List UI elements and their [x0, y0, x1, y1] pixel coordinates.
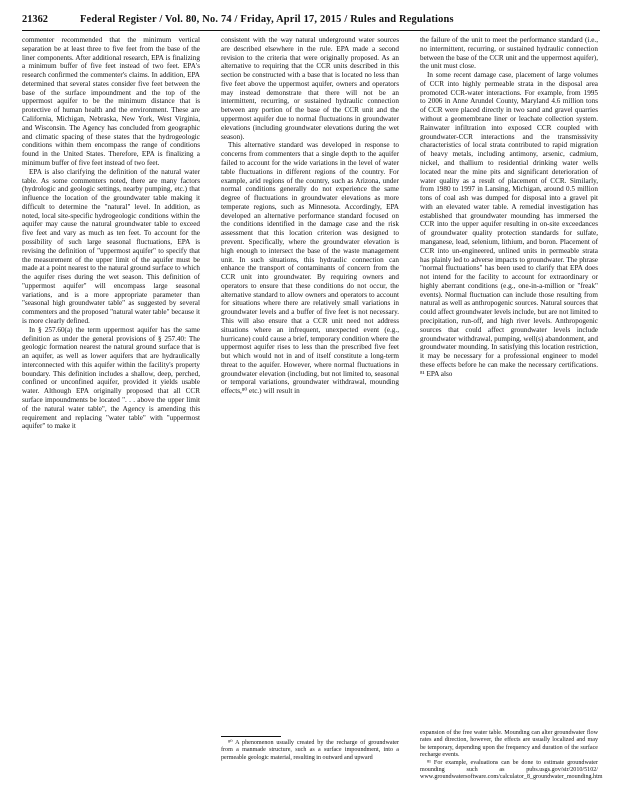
- footnote-80: [221, 740, 399, 762]
- column-2-paragraph-2: This alternative standard was developed in response to concerns from commenters that a single depth to the aquifer failed to account for the wide variations in the level of water table fluctuations in different regions of the country. For example, arid regions of the country, such as Arizona, under normal conditions generally do not experience the same degree of fluctuations in groundwater elevations as more temperate regions, such as Minnesota. Accordingly, EPA developed an alternative performance standard focused on the conditions identified in the damage case and the risk assessment that this location criterion was designed to prevent. Specifically, where the groundwater elevation is high enough to intersect the base of the waste management unit. In such situations, this hydraulic connection can enhance the transport of contaminants of concern from the CCR unit into groundwater. By requiring owners and operators to ensure that these conditions do not occur, the alternative standard to allow owners and operators to account for situations where there are relatively small variations in groundwater levels and a buffer of five feet is not necessary. This will also ensure that a CCR unit need not address situations where an infrequent, unexpected event (e.g., hurricane) could cause a brief, temporary condition where the uppermost aquifer rises to less than the prescribed five feet but which would not in and of itself constitute a long-term threat to the aquifer. However, where normal fluctuations in groundwater elevation (including, but not limited to, seasonal or temporal variations, groundwater withdrawal, mounding effects,⁸⁰ etc.) will result in: [221, 141, 399, 396]
- footnote-column-3: [420, 730, 603, 782]
- footnote-rule-col2: [221, 736, 281, 737]
- column-3: [420, 36, 598, 378]
- header-rule: [22, 30, 600, 31]
- footnote-81-text: ⁸¹ For example, evaluations can be done to estimate groundwater mounding such as pubs.usgs.gov/sir/2010/5102/ www.groundwatersoftware.com/calculator_8_groundwater_mounding.htm: [420, 759, 603, 781]
- column-3-paragraph-1: the failure of the unit to meet the performance standard (i.e., no intermittent, recurring, or sustained hydraulic connection between the base of the CCR unit and the uppermost aquifer), the unit must close.: [420, 36, 598, 71]
- page-header: [22, 14, 600, 28]
- column-1: [22, 36, 200, 431]
- column-2-paragraph-1: consistent with the way natural underground water sources are described elsewhere in the rule. EPA made a second revision to the criteria that were originally proposed. As an alternative to requiring that the CCR units described in this section be constructed with a base that is located no less than five feet above the uppermost aquifer, owners and operators may instead demonstrate that there will not be an intermittent, recurring, or sustained hydraulic connection between any portion of the base of the CCR unit and the uppermost aquifer due to normal fluctuations in groundwater elevations (including groundwater elevations during the wet season).: [221, 36, 399, 141]
- page-number: 21362: [22, 14, 48, 25]
- footnote-80-text: ⁸⁰ A phenomenon usually created by the recharge of groundwater from a manmade structure, such as a surface impoundment, into a permeable geologic material, resulting in outward and upward: [221, 740, 399, 761]
- column-1-paragraph-1: commenter recommended that the minimum vertical separation be at least three to five feet from the base of the liner components. After additional research, EPA is finalizing a minimum buffer of five feet instead of two feet. EPA's research confirmed the commenter's claims. In addition, EPA determined that several states consider five feet between the base of the surface impoundment and the top of the uppermost aquifer to be the minimum distance that is protective of human health and the environment. These are California, Michigan, Nebraska, New York, West Virginia, and Wisconsin. The Agency has concluded from geographic and climatic spacing of these states that the hydrogeologic conditions within them encompass the range of conditions found in the United States. Therefore, EPA is finalizing a minimum buffer of five feet instead of two feet.: [22, 36, 200, 167]
- column-1-paragraph-3: In § 257.60(a) the term uppermost aquifer has the same definition as under the general provisions of § 257.40: The geologic formation nearest the natural ground surface that is an aquifer, as well as lower aquifers that are hydraulically interconnected with this aquifer within the facility's property boundary. This definition includes a shallow, deep, perched, confined or unconfined aquifer, provided it yields usable water. Although EPA originally proposed that all CCR surface impoundments be located ". . . above the upper limit of the natural water table", the Agency is amending this requirement and replacing "water table" with "uppermost aquifer" to make it: [22, 325, 200, 431]
- column-1-paragraph-2: EPA is also clarifying the definition of the natural water table. As some commenters noted, there are many factors (hydrologic and geologic settings, nearby pumping, etc.) that influence the location of the groundwater table making it difficult to determine the "natural" level. In addition, as noted, local site-specific hydrogeologic conditions within the aquifer may cause the natural groundwater table to exceed five feet and vary as much as ten feet. To account for the possibility of such large seasonal fluctuations, EPA is revising the definition of "uppermost aquifer" to specify that the measurement of the upper limit of the aquifer must be made at a point nearest to the natural ground surface to which the aquifer rises during the wet season. This definition of "uppermost aquifer" will encompass large seasonal variations, and is a more appropriate parameter than "seasonal high groundwater table" as suggested by several commenters and the proposed "natural water table" because it is more clearly defined.: [22, 167, 200, 325]
- footnote-80-continued: expansion of the free water table. Mounding can alter groundwater flow rates and direction, however, the effects are usually localized and may be temporary, depending upon the frequency and duration of the surface recharge events.: [420, 730, 598, 759]
- column-3-paragraph-2: In some recent damage case, placement of large volumes of CCR into highly permeable strata in the disposal area promoted CCR-water interactions. For example, from 1995 to 2006 in Anne Arundel County, Maryland 4.6 million tons of CCR were placed directly in two sand and gravel quarries without a geomembrane liner or leachate collection system. Rainwater infiltration into exposed CCR coupled with groundwater-CCR interactions and the transmissivity characteristics of local strata contributed to rapid migration of heavy metals, including antimony, arsenic, cadmium, nickel, and thallium to residential drinking water wells located near the mine pits and significant deterioration of water quality as a result of placement of CCR. Similarly, from 1980 to 1997 in Lansing, Michigan, around 0.5 million tons of coal ash was dumped for disposal into a gravel pit with an elevated water table. A remedial investigation has established that groundwater mounding has immersed the CCR into the upper aquifer resulting in on-site exceedances of groundwater quality protection standards for sulfate, manganese, lead, selenium, lithium, and boron. Placement of CCR into un-engineered, unlined units in permeable strata has plainly led to adverse impacts to groundwater. The phrase "normal fluctuations" has been used to clarify that EPA does not intend for the facility to account for extraordinary or highly aberrant conditions (e.g., one-in-a-million or "freak" events). Normal fluctuation can include those resulting from natural as well as anthropogenic sources. Natural sources that could affect groundwater levels include, but are not limited to precipitation, run-off, and high river levels. Anthropogenic sources that could affect groundwater levels include groundwater withdrawal, pumping, well(s) abandonment, and groundwater mounding. In satisfying this location restriction, it may be necessary for a professional engineer to model these effects before he can make the necessary certifications. ⁸¹ EPA also: [420, 71, 598, 378]
- column-2: [221, 36, 399, 396]
- running-head: Federal Register / Vol. 80, No. 74 / Friday, April 17, 2015 / Rules and Regulations: [79, 14, 454, 25]
